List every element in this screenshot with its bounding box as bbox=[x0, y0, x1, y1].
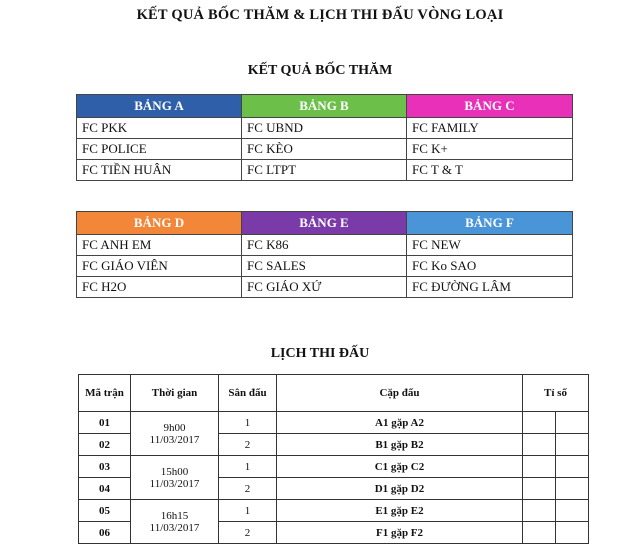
score-cell-away bbox=[556, 522, 589, 544]
score-cell-away bbox=[556, 456, 589, 478]
match-row bbox=[79, 456, 589, 478]
score-cell-away bbox=[556, 500, 589, 522]
schedule-table bbox=[78, 374, 589, 544]
team-cell: FC ANH EM bbox=[77, 235, 242, 256]
col-match-header: Mã trận bbox=[79, 375, 131, 412]
match-row bbox=[79, 412, 589, 434]
group-header-row bbox=[77, 95, 573, 118]
match-code: 02 bbox=[79, 434, 131, 456]
match-pair: C1 gặp C2 bbox=[277, 456, 523, 478]
team-cell: FC POLICE bbox=[77, 139, 242, 160]
score-cell-home bbox=[523, 522, 556, 544]
team-cell: FC PKK bbox=[77, 118, 242, 139]
time-hour: 16h15 bbox=[160, 509, 189, 522]
group-header-row bbox=[77, 212, 573, 235]
match-row bbox=[79, 500, 589, 522]
team-cell: FC K86 bbox=[242, 235, 407, 256]
draw-table-top bbox=[76, 94, 573, 181]
team-cell: FC FAMILY bbox=[407, 118, 573, 139]
draw-heading: KẾT QUẢ BỐC THĂM bbox=[247, 63, 393, 78]
time-date: 11/03/2017 bbox=[149, 521, 200, 534]
score-cell-home bbox=[523, 478, 556, 500]
draw-table-bottom bbox=[76, 211, 573, 298]
score-cell-away bbox=[556, 478, 589, 500]
group-header-a: BẢNG A bbox=[77, 95, 242, 118]
time-slot bbox=[131, 500, 219, 544]
team-cell: FC Ko SAO bbox=[407, 256, 573, 277]
team-row bbox=[77, 277, 573, 298]
field-number: 1 bbox=[219, 500, 277, 522]
team-row bbox=[77, 139, 573, 160]
time-date: 11/03/2017 bbox=[149, 477, 200, 490]
group-header-e: BẢNG E bbox=[242, 212, 407, 235]
group-header-f: BẢNG F bbox=[407, 212, 573, 235]
time-date: 11/03/2017 bbox=[149, 433, 200, 446]
team-cell: FC KÈO bbox=[242, 139, 407, 160]
match-code: 06 bbox=[79, 522, 131, 544]
team-row bbox=[77, 235, 573, 256]
match-pair: F1 gặp F2 bbox=[277, 522, 523, 544]
team-cell: FC GIÁO VIÊN bbox=[77, 256, 242, 277]
score-cell-away bbox=[556, 434, 589, 456]
field-number: 2 bbox=[219, 522, 277, 544]
match-code: 04 bbox=[79, 478, 131, 500]
team-row bbox=[77, 118, 573, 139]
time-hour: 15h00 bbox=[160, 465, 189, 478]
col-score-header: Tỉ số bbox=[523, 375, 589, 412]
group-header-b: BẢNG B bbox=[242, 95, 407, 118]
team-cell: FC K+ bbox=[407, 139, 573, 160]
match-code: 03 bbox=[79, 456, 131, 478]
time-slot bbox=[131, 456, 219, 500]
score-cell-away bbox=[556, 412, 589, 434]
team-cell: FC TIỀN HUÂN bbox=[77, 160, 242, 181]
team-cell: FC LTPT bbox=[242, 160, 407, 181]
match-pair: E1 gặp E2 bbox=[277, 500, 523, 522]
col-field-header: Sân đấu bbox=[219, 375, 277, 412]
field-number: 2 bbox=[219, 478, 277, 500]
score-cell-home bbox=[523, 412, 556, 434]
team-cell: FC GIÁO XỨ bbox=[242, 277, 407, 298]
match-code: 01 bbox=[79, 412, 131, 434]
schedule-header-row bbox=[79, 375, 589, 412]
team-row bbox=[77, 256, 573, 277]
match-code: 05 bbox=[79, 500, 131, 522]
schedule-heading: LỊCH THI ĐẤU bbox=[270, 346, 370, 361]
team-cell: FC ĐƯỜNG LÂM bbox=[407, 277, 573, 298]
time-slot bbox=[131, 412, 219, 456]
page-title: KẾT QUẢ BỐC THĂM & LỊCH THI ĐẤU VÒNG LOẠI bbox=[136, 7, 504, 23]
group-header-d: BẢNG D bbox=[77, 212, 242, 235]
team-cell: FC SALES bbox=[242, 256, 407, 277]
team-cell: FC NEW bbox=[407, 235, 573, 256]
score-cell-home bbox=[523, 434, 556, 456]
field-number: 2 bbox=[219, 434, 277, 456]
field-number: 1 bbox=[219, 412, 277, 434]
col-pair-header: Cặp đấu bbox=[277, 375, 523, 412]
match-pair: B1 gặp B2 bbox=[277, 434, 523, 456]
match-pair: A1 gặp A2 bbox=[277, 412, 523, 434]
group-header-c: BẢNG C bbox=[407, 95, 573, 118]
match-pair: D1 gặp D2 bbox=[277, 478, 523, 500]
team-cell: FC UBND bbox=[242, 118, 407, 139]
score-cell-home bbox=[523, 500, 556, 522]
team-cell: FC T & T bbox=[407, 160, 573, 181]
field-number: 1 bbox=[219, 456, 277, 478]
score-cell-home bbox=[523, 456, 556, 478]
team-row bbox=[77, 160, 573, 181]
time-hour: 9h00 bbox=[163, 421, 186, 434]
col-time-header: Thời gian bbox=[131, 375, 219, 412]
team-cell: FC H2O bbox=[77, 277, 242, 298]
